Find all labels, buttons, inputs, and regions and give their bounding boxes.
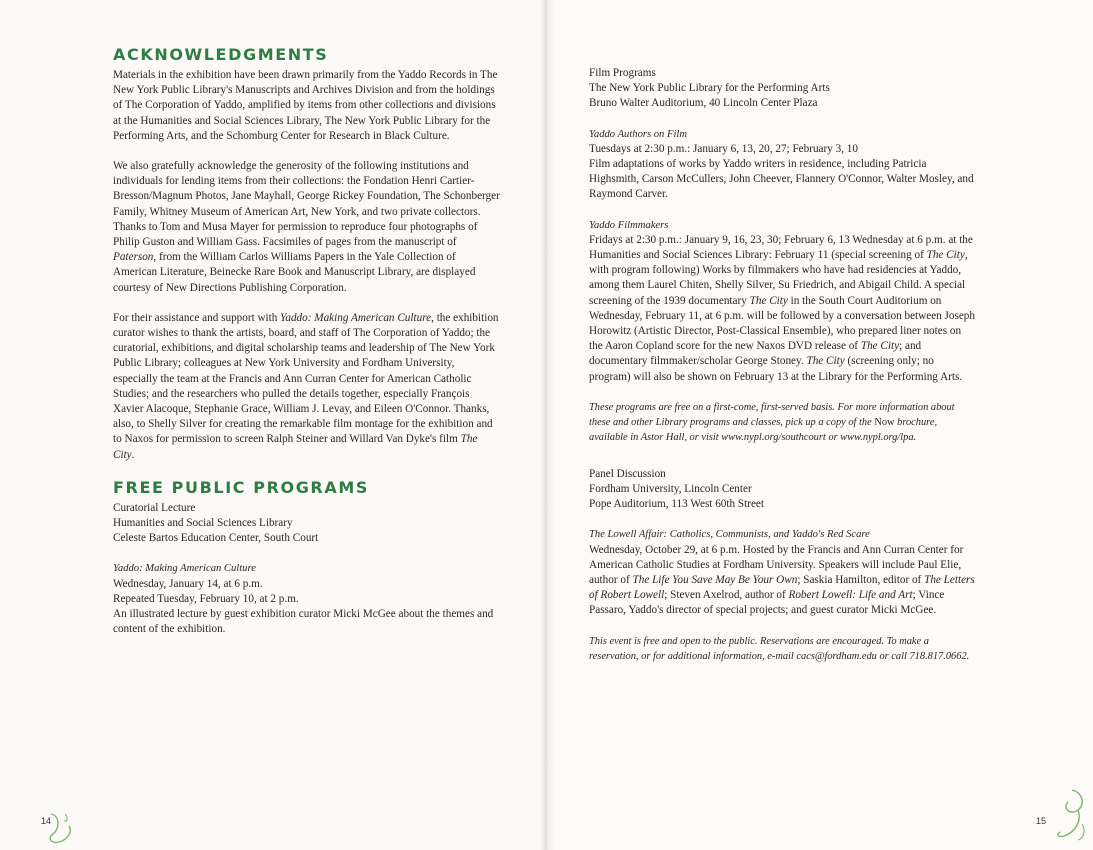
film-programs-note: These programs are free on a first-come, first-served basis. For more information about these and other Library programs and classes, pick up a copy of the Now brochure, available in Astor Hall, or visit www.nypl.org/southcourt or www.nypl.org/lpa. bbox=[589, 401, 955, 443]
free-programs-heading: FREE PUBLIC PROGRAMS bbox=[113, 477, 369, 497]
lecture-date: Wednesday, January 14, at 6 p.m. bbox=[113, 577, 263, 590]
panel-details bbox=[589, 527, 977, 618]
lecture-venue-1: Humanities and Social Sciences Library bbox=[113, 517, 293, 530]
lecture-header bbox=[113, 501, 501, 547]
ack-paragraph-1: Materials in the exhibition have been drawn primarily from the Yaddo Records in The New York Public Library's Manuscripts and Archives Division and from the holdings of The Corporation of Yaddo, amplified by items from other collections and divisions at the Humanities and Social Sciences Library, The New York Public Library for the Performing Arts, and the Schomburg Center for Research in Black Culture. bbox=[113, 69, 498, 142]
lecture-details bbox=[113, 561, 501, 637]
lecture-description: An illustrated lecture by guest exhibition curator Micki McGee about the themes and content of the exhibition. bbox=[113, 608, 494, 636]
panel-header bbox=[589, 467, 977, 513]
page-number-right: 15 bbox=[1036, 816, 1047, 826]
lecture-event-title: Yaddo: Making American Culture bbox=[113, 563, 256, 575]
film-header bbox=[589, 66, 977, 112]
authors-title: Yaddo Authors on Film bbox=[589, 128, 688, 140]
lecture-repeat: Repeated Tuesday, February 10, at 2 p.m. bbox=[113, 592, 299, 605]
authors-description: Film adaptations of works by Yaddo writers in residence, including Patricia Highsmith, Carson McCullers, John Cheever, Flannery O'Connor, Walter Mosley, and Raymond Carver. bbox=[589, 158, 974, 201]
swirl-ornament-icon bbox=[47, 812, 75, 844]
authors-dates: Tuesdays at 2:30 p.m.: January 6, 13, 20, 27; February 3, 10 bbox=[589, 142, 858, 155]
authors-on-film bbox=[589, 127, 977, 203]
film-venue-2: Bruno Walter Auditorium, 40 Lincoln Center Plaza bbox=[589, 97, 818, 110]
page-left bbox=[0, 0, 546, 850]
swirl-ornament-icon bbox=[1052, 786, 1088, 842]
panel-note: This event is free and open to the public. Reservations are encouraged. To make a reservation, or for additional information, e-mail cacs@fordham.edu or call 718.817.0662. bbox=[589, 635, 970, 662]
acknowledgments-heading: ACKNOWLEDGMENTS bbox=[113, 45, 329, 64]
page-right bbox=[546, 0, 1093, 850]
ack-paragraph-3: For their assistance and support with Yaddo: Making American Culture, the exhibition curator wishes to thank the artists, board, and staff of The Corporation of Yaddo; the curatorial, exhibitions, and digital scholarship teams and leadership of The New York Public Library; colleagues at New York University and Fordham University, especially the team at the Francis and Ann Curran Center for American Catholic Studies; and the researchers who pulled the details together, especially François Xavier Alacoque, Stephanie Grace, William J. Levay, and Eileen O'Connor. Thanks, also, to Shelly Silver for creating the remarkable film montage for the exhibition and to Naxos for permission to screen Ralph Steiner and Willard Van Dyke's film The City. bbox=[113, 311, 499, 461]
filmmakers-description: Fridays at 2:30 p.m.: January 9, 16, 23, 30; February 6, 13 Wednesday at 6 p.m. at the Humanities and Social Sciences Library: February 11 (special screening of The City, with program following) Works by filmmakers who have had residencies at Yaddo, among them Laurel Chiten, Shelly Silver, Su Friedrich, and Abigail Child. A special screening of the 1939 documentary The City in the South Court Auditorium on Wednesday, February 11, at 6 p.m. will be followed by a conversation between Joseph Horowitz (Artistic Director, Post-Classical Ensemble), who prepared liner notes on the Aaron Copland score for the new Naxos DVD release of The City; and documentary filmmaker/scholar George Stoney. The City (screening only; no program) will also be shown on February 13 at the Library for the Performing Arts. bbox=[589, 233, 975, 383]
lecture-title: Curatorial Lecture bbox=[113, 501, 196, 514]
panel-title: Panel Discussion bbox=[589, 467, 666, 480]
left-column bbox=[113, 46, 501, 638]
film-venue-1: The New York Public Library for the Performing Arts bbox=[589, 82, 830, 95]
ack-paragraph-2: We also gratefully acknowledge the generosity of the following institutions and individuals for lending items from their collections: the Fondation Henri Cartier-Bresson/Magnum Photos, Jane Mayhall, George Rickey Foundation, The Schonberger Family, Whitney Museum of American Art, New York, and two private collectors. Thanks to Tom and Musa Mayer for permission to reproduce four photographs of Philip Guston and William Gass. Facsimiles of pages from the manuscript of Paterson, from the William Carlos Williams Papers in the Yale Collection of American Literature, Beinecke Rare Book and Manuscript Library, are displayed courtesy of New Directions Publishing Corporation. bbox=[113, 160, 500, 294]
panel-venue-1: Fordham University, Lincoln Center bbox=[589, 483, 752, 496]
yaddo-filmmakers bbox=[589, 218, 977, 385]
right-column bbox=[589, 66, 977, 664]
filmmakers-title: Yaddo Filmmakers bbox=[589, 219, 669, 231]
panel-event-title: The Lowell Affair: Catholics, Communists, and Yaddo's Red Scare bbox=[589, 529, 870, 541]
page-number-left: 14 bbox=[41, 816, 52, 826]
panel-venue-2: Pope Auditorium, 113 West 60th Street bbox=[589, 498, 764, 511]
panel-description: Wednesday, October 29, at 6 p.m. Hosted by the Francis and Ann Curran Center for American Catholic Studies at Fordham University. Speakers will include Paul Elie, author of The Life You Save May Be Your Own; Saskia Hamilton, editor of The Letters of Robert Lowell; Steven Axelrod, author of Robert Lowell: Life and Art; Vince Passaro, Yaddo's director of special projects; and guest curator Micki McGee. bbox=[589, 543, 975, 617]
book-gutter bbox=[540, 0, 554, 850]
film-title: Film Programs bbox=[589, 67, 656, 79]
lecture-venue-2: Celeste Bartos Education Center, South Court bbox=[113, 532, 319, 545]
